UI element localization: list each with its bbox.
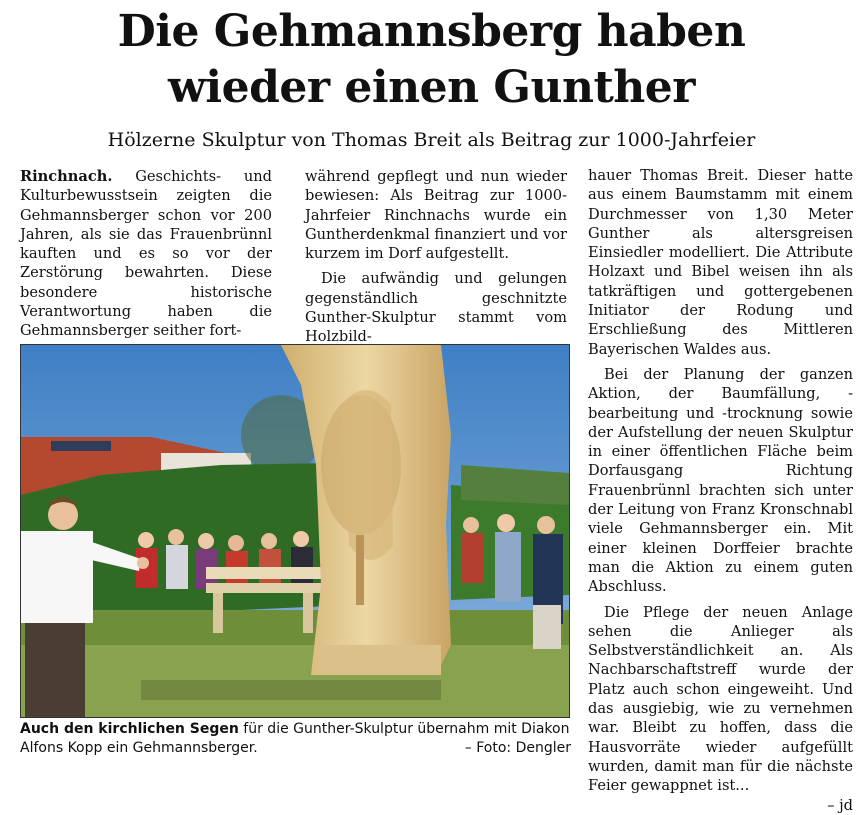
dateline: Rinchnach. bbox=[20, 168, 113, 185]
paragraph: Die Pflege der neuen Anlage sehen die Anlieger als Selbstverständlichkeit an. Als Nachbarschaftstreff wurde der Platz auch schon eingeweiht. Und das ausgiebig, wie zu vernehmen war. Bleibt zu hoffen, dass die Hausvorräte wieder aufgefüllt wurden, damit man für die nächste Feier gewappnet ist... bbox=[588, 603, 853, 795]
headline-line-1: Die Gehmannsberg haben bbox=[117, 6, 746, 57]
headline-line-2: wieder einen Gunther bbox=[168, 62, 695, 113]
paragraph-text: Geschichts- und Kulturbewusstsein zeigten die Gehmannsberger schon vor 200 Jahren, als sie das Frauenbrünnl kauften und es so vor der Zerstörung bewahrten. Diese besondere historische Verantwortung haben die Gehmannsberger seither fort- bbox=[20, 168, 272, 340]
photo-illustration bbox=[21, 345, 569, 717]
article-column-1 bbox=[20, 167, 272, 341]
solar-panel bbox=[51, 441, 111, 451]
paragraph: während gepflegt und nun wieder bewiesen: Als Beitrag zur 1000-Jahrfeier Rinchnachs wurde ein Guntherdenkmal finanziert und vor kurzem im Dorf aufgestellt. bbox=[305, 168, 567, 263]
article-photo bbox=[20, 344, 570, 718]
caption-text: für die Gunther-Skulptur übernahm mit Diakon Alfons Kopp ein Gehmannsberger. bbox=[20, 721, 570, 756]
author-credit: – jd bbox=[827, 796, 853, 814]
paragraph: hauer Thomas Breit. Dieser hatte aus einem Baumstamm mit einem Durchmesser von 1,30 Meter Gunther als altersgreisen Einsiedler modelliert. Die Attribute Holzaxt und Bibel weisen ihn als tatkräftigen und gottergebenen Initiator der Rodung und Erschließung des Mittleren Bayerischen Waldes aus. bbox=[588, 167, 853, 358]
photo-caption bbox=[20, 720, 571, 758]
article-column-2 bbox=[305, 167, 567, 347]
headline bbox=[0, 4, 863, 116]
paragraph bbox=[20, 167, 272, 341]
photo-credit: – Foto: Dengler bbox=[464, 740, 571, 756]
shadow-ground bbox=[141, 680, 441, 700]
subheadline: Hölzerne Skulptur von Thomas Breit als Beitrag zur 1000-Jahrfeier bbox=[107, 129, 756, 151]
paragraph: Bei der Planung der ganzen Aktion, der Baumfällung, -bearbeitung und -trocknung sowie der Aufstellung der neuen Skulptur in einer öffentlichen Fläche beim Dorfausgang Richtung Frauenbrünnl brachten sich unter der Leitung von Franz Kronschnabl viele Gehmannsberger ein. Mit einer kleinen Dorffeier brachte man die Aktion zu einem guten Abschluss. bbox=[588, 365, 853, 596]
article-column-3 bbox=[588, 166, 853, 815]
caption-bold: Auch den kirchlichen Segen bbox=[20, 721, 239, 737]
paragraph: Die aufwändig und gelungen gegenständlich geschnitzte Gunther-Skulptur stammt vom Holzbild- bbox=[305, 270, 567, 346]
